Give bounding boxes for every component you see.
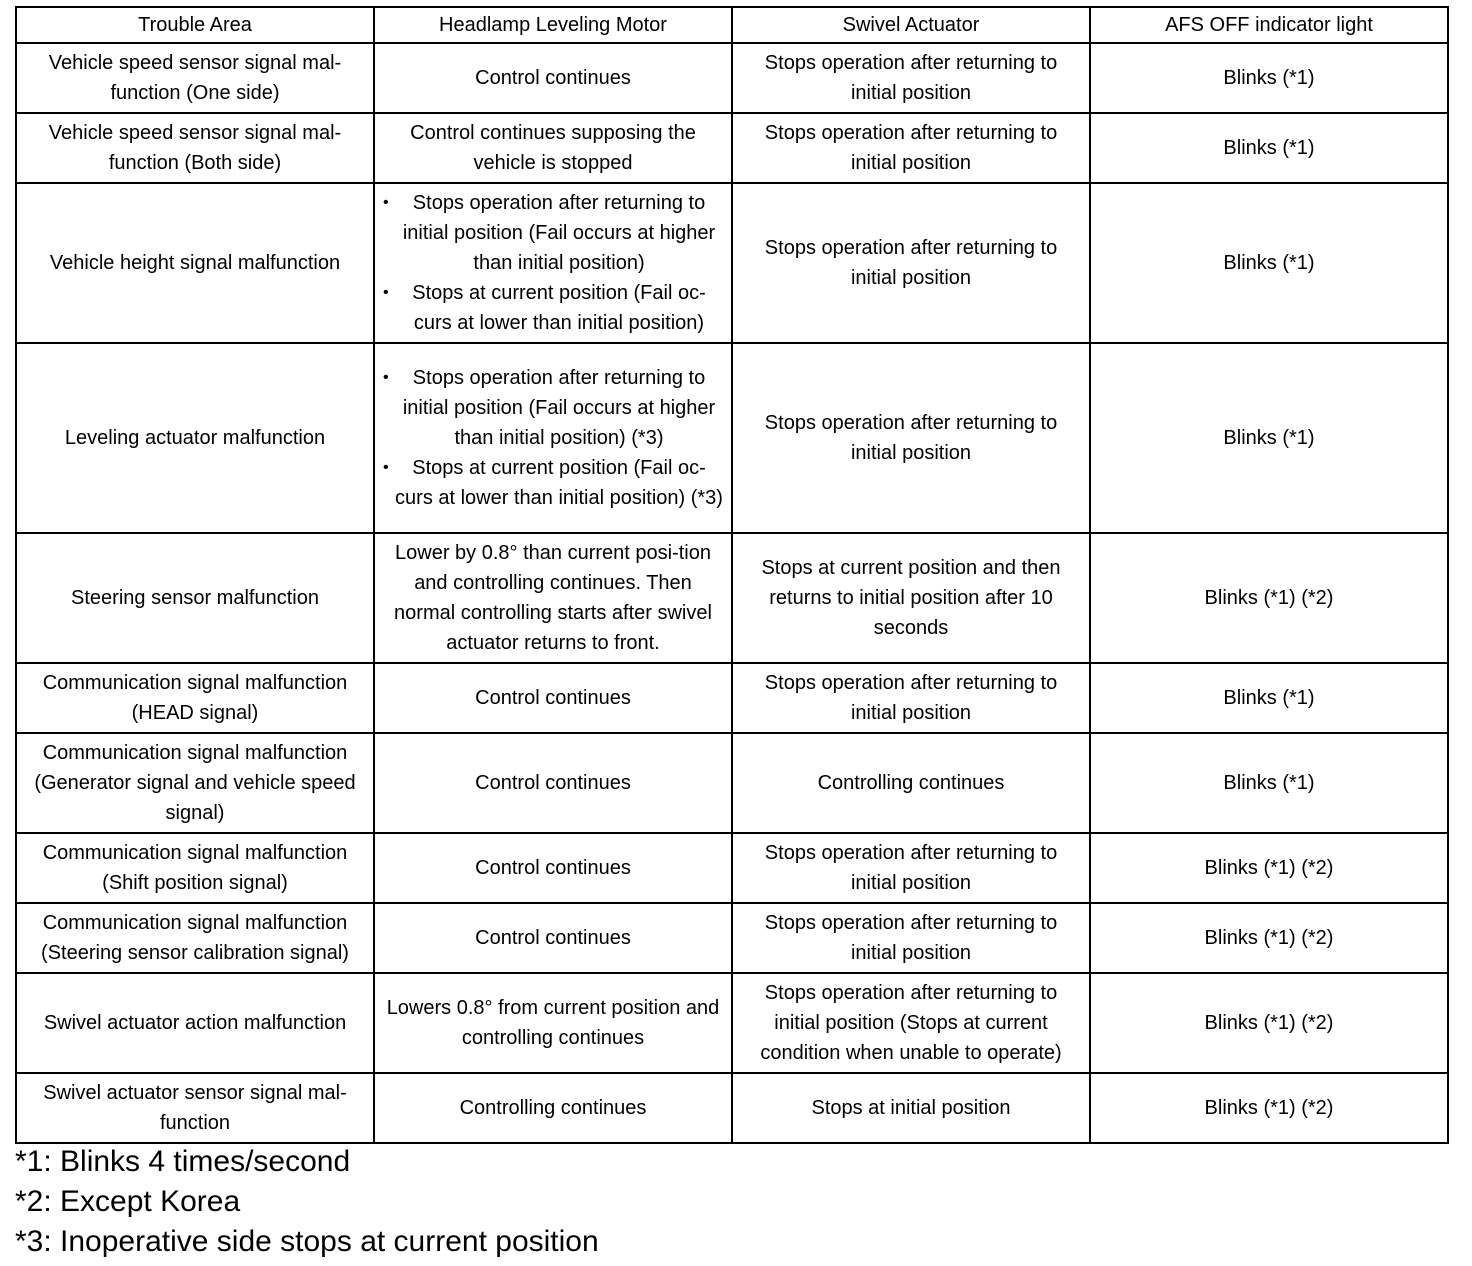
cell-swivel-actuator: Stops operation after returning to initial position xyxy=(732,113,1090,183)
cell-trouble-area: Communication signal malfunction (HEAD signal) xyxy=(16,663,374,733)
cell-leveling-motor xyxy=(374,343,732,533)
cell-indicator-light: Blinks (*1) (*2) xyxy=(1090,973,1448,1073)
cell-leveling-motor xyxy=(374,183,732,343)
footnote-1: *1: Blinks 4 times/second xyxy=(15,1145,351,1178)
cell-swivel-actuator: Stops operation after returning to initial position xyxy=(732,663,1090,733)
cell-indicator-light: Blinks (*1) (*2) xyxy=(1090,1073,1448,1143)
table-row xyxy=(16,343,1448,533)
table-row xyxy=(16,113,1448,183)
cell-trouble-area: Vehicle speed sensor signal mal-function (One side) xyxy=(16,43,374,113)
cell-swivel-actuator: Stops operation after returning to initial position xyxy=(732,833,1090,903)
bullet-icon: • xyxy=(383,369,389,386)
bullet-icon: • xyxy=(383,194,389,211)
cell-trouble-area: Vehicle height signal malfunction xyxy=(16,183,374,343)
cell-leveling-motor: Control continues xyxy=(374,733,732,833)
cell-leveling-motor: Control continues xyxy=(374,903,732,973)
cell-indicator-light: Blinks (*1) xyxy=(1090,43,1448,113)
cell-leveling-motor: Control continues xyxy=(374,663,732,733)
cell-indicator-light: Blinks (*1) (*2) xyxy=(1090,903,1448,973)
cell-swivel-actuator: Controlling continues xyxy=(732,733,1090,833)
bullet-icon: • xyxy=(383,284,389,301)
cell-indicator-light: Blinks (*1) xyxy=(1090,663,1448,733)
header-trouble-area: Trouble Area xyxy=(16,7,374,43)
cell-leveling-motor: Controlling continues xyxy=(374,1073,732,1143)
cell-trouble-area: Communication signal malfunction (Steering sensor calibration signal) xyxy=(16,903,374,973)
cell-indicator-light: Blinks (*1) xyxy=(1090,343,1448,533)
cell-swivel-actuator: Stops operation after returning to initial position (Stops at current condition when unable to operate) xyxy=(732,973,1090,1073)
cell-swivel-actuator: Stops operation after returning to initial position xyxy=(732,43,1090,113)
header-headlamp-leveling-motor: Headlamp Leveling Motor xyxy=(374,7,732,43)
table-row xyxy=(16,1073,1448,1143)
cell-trouble-area: Communication signal malfunction (Generator signal and vehicle speed signal) xyxy=(16,733,374,833)
cell-trouble-area: Vehicle speed sensor signal mal-function (Both side) xyxy=(16,113,374,183)
cell-swivel-actuator: Stops operation after returning to initial position xyxy=(732,343,1090,533)
cell-indicator-light: Blinks (*1) xyxy=(1090,113,1448,183)
table-row xyxy=(16,183,1448,343)
cell-swivel-actuator: Stops at initial position xyxy=(732,1073,1090,1143)
footnote-2: *2: Except Korea xyxy=(15,1185,241,1218)
cell-indicator-light: Blinks (*1) (*2) xyxy=(1090,533,1448,663)
cell-trouble-area: Swivel actuator action malfunction xyxy=(16,973,374,1073)
bullet-list-item xyxy=(383,363,723,453)
bullet-text: Stops operation after returning to initial position (Fail occurs at higher than initial position) xyxy=(402,192,716,274)
bullet-text: Stops operation after returning to initial position (Fail occurs at higher than initial position) (*3) xyxy=(402,367,716,449)
cell-leveling-motor: Lowers 0.8° from current position and controlling continues xyxy=(374,973,732,1073)
header-swivel-actuator: Swivel Actuator xyxy=(732,7,1090,43)
table-row xyxy=(16,663,1448,733)
cell-trouble-area: Steering sensor malfunction xyxy=(16,533,374,663)
cell-leveling-motor: Control continues xyxy=(374,833,732,903)
bullet-list-item xyxy=(383,453,723,513)
table-row xyxy=(16,973,1448,1073)
cell-swivel-actuator: Stops operation after returning to initial position xyxy=(732,903,1090,973)
bullet-list-item xyxy=(383,278,723,338)
bullet-text: Stops at current position (Fail oc-curs at lower than initial position) (*3) xyxy=(395,457,723,509)
table-row xyxy=(16,903,1448,973)
cell-trouble-area: Communication signal malfunction (Shift position signal) xyxy=(16,833,374,903)
table-row xyxy=(16,833,1448,903)
cell-indicator-light: Blinks (*1) xyxy=(1090,183,1448,343)
cell-leveling-motor: Lower by 0.8° than current posi-tion and controlling continues. Then normal controlling starts after swivel actuator returns to front. xyxy=(374,533,732,663)
bullet-list-item xyxy=(383,188,723,278)
cell-swivel-actuator: Stops at current position and then returns to initial position after 10 seconds xyxy=(732,533,1090,663)
bullet-text: Stops at current position (Fail oc-curs at lower than initial position) xyxy=(412,282,706,334)
footnotes xyxy=(15,1142,599,1262)
header-afs-off-indicator-light: AFS OFF indicator light xyxy=(1090,7,1448,43)
footnote-3: *3: Inoperative side stops at current position xyxy=(15,1225,599,1258)
cell-swivel-actuator: Stops operation after returning to initial position xyxy=(732,183,1090,343)
table-header-row xyxy=(16,7,1448,43)
cell-leveling-motor: Control continues xyxy=(374,43,732,113)
cell-indicator-light: Blinks (*1) xyxy=(1090,733,1448,833)
fail-safe-table xyxy=(15,6,1449,1144)
cell-leveling-motor: Control continues supposing the vehicle is stopped xyxy=(374,113,732,183)
cell-trouble-area: Leveling actuator malfunction xyxy=(16,343,374,533)
bullet-icon: • xyxy=(383,459,389,476)
cell-indicator-light: Blinks (*1) (*2) xyxy=(1090,833,1448,903)
cell-trouble-area: Swivel actuator sensor signal mal-function xyxy=(16,1073,374,1143)
table-row xyxy=(16,43,1448,113)
table-row xyxy=(16,533,1448,663)
table-row xyxy=(16,733,1448,833)
